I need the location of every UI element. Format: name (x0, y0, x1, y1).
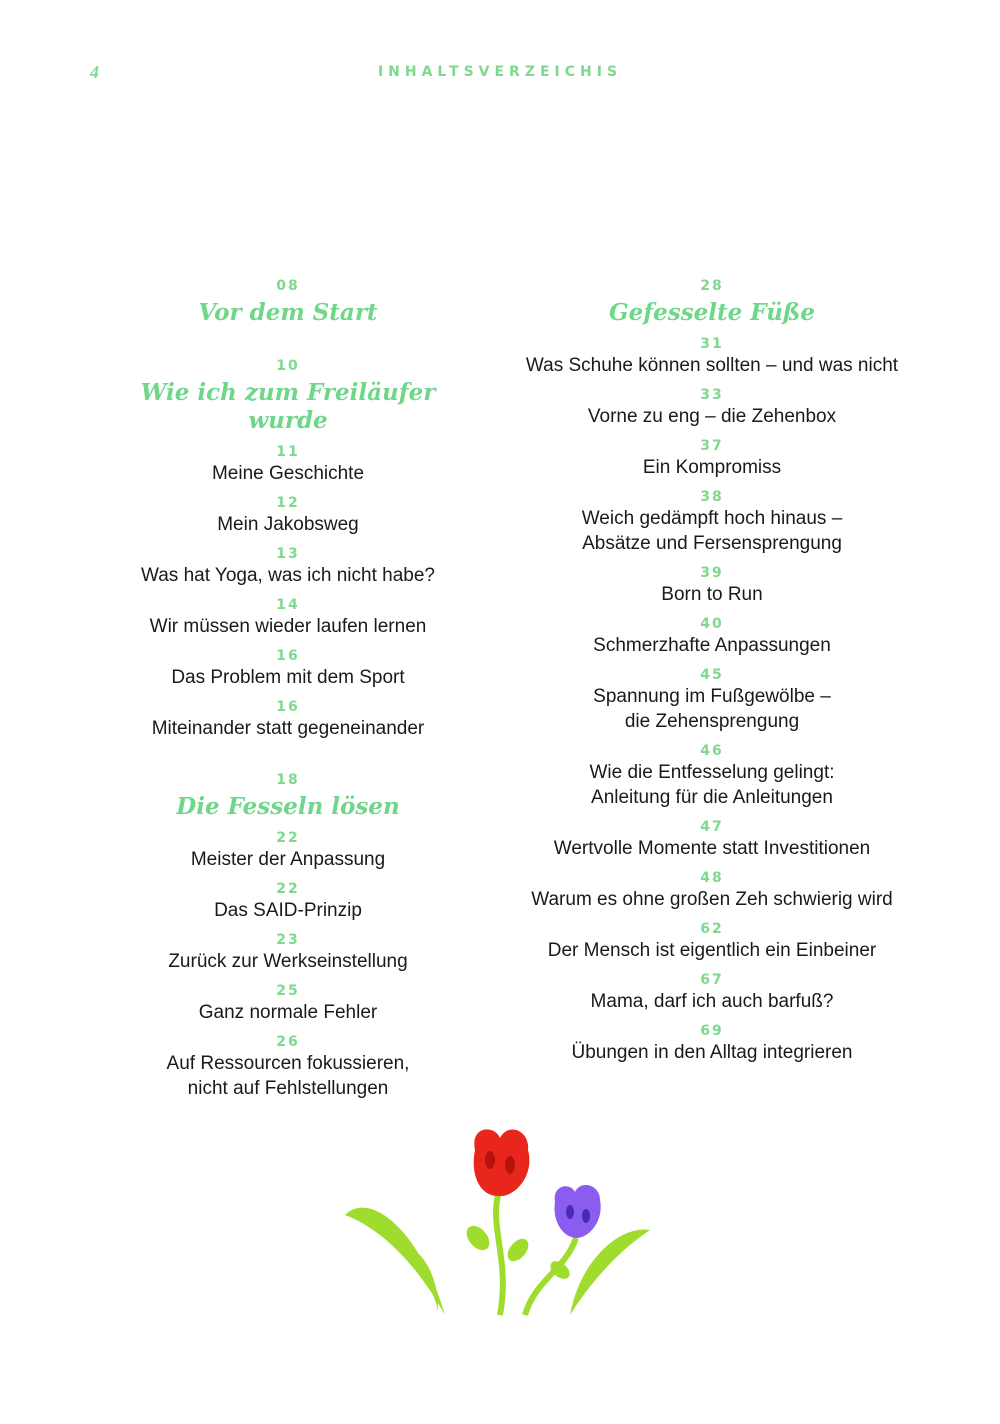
toc-entry (512, 869, 912, 912)
toc-entry (130, 698, 446, 741)
toc-page-number: 39 (700, 565, 724, 581)
toc-page-number: 26 (276, 1034, 300, 1050)
toc-chapter (130, 357, 446, 435)
toc-entry-title: Absätze und Fersensprengung (582, 533, 842, 554)
toc-entry-title: Das Problem mit dem Sport (171, 667, 405, 688)
toc-entry-title: Mein Jakobsweg (217, 514, 359, 535)
toc-page-number: 22 (276, 881, 300, 897)
toc-entry-title: Das SAID-Prinzip (214, 900, 362, 921)
toc-page-number: 12 (276, 495, 300, 511)
toc-page-number: 11 (276, 444, 300, 460)
toc-entry-title: Warum es ohne großen Zeh schwierig wird (531, 889, 893, 910)
toc-page-number: 16 (276, 648, 300, 664)
toc-entry (512, 437, 912, 480)
toc-entry-title: Anleitung für die Anleitungen (591, 787, 833, 808)
toc-entry-title: Der Mensch ist eigentlich ein Einbeiner (547, 940, 877, 961)
toc-entry-title: nicht auf Fehlstellungen (187, 1078, 389, 1099)
toc-page-number: 23 (276, 932, 300, 948)
toc-entry (512, 564, 912, 607)
toc-page-number: 69 (700, 1023, 724, 1039)
toc-entry (512, 386, 912, 429)
flowers-illustration-icon (330, 1120, 670, 1320)
toc-page-number: 22 (276, 830, 300, 846)
toc-entry (130, 982, 446, 1025)
toc-entry (130, 494, 446, 537)
toc-page-number: 16 (276, 699, 300, 715)
toc-entry-title: Born to Run (661, 584, 763, 605)
toc-entry-title: Ein Kompromiss (642, 457, 782, 478)
toc-entry-title: Zurück zur Werkseinstellung (168, 951, 408, 972)
toc-left-column (130, 277, 446, 1101)
toc-page-number: 40 (700, 616, 724, 632)
toc-entry-title: Meine Geschichte (211, 463, 365, 484)
toc-right-column (512, 277, 912, 1065)
toc-chapter (130, 277, 446, 327)
toc-chapter-title: Wie ich zum Freiläufer wurde (140, 379, 436, 434)
toc-chapter-title: Vor dem Start (198, 299, 378, 326)
toc-chapter (512, 277, 912, 327)
toc-page-number: 13 (276, 546, 300, 562)
toc-entry (512, 666, 912, 734)
toc-page-number: 33 (700, 387, 724, 403)
toc-page-number: 47 (700, 819, 724, 835)
toc-entry (512, 615, 912, 658)
toc-page-number: 18 (276, 772, 300, 788)
toc-entry-title: Schmerzhafte Anpassungen (593, 635, 831, 656)
toc-page-number: 14 (276, 597, 300, 613)
toc-entry (130, 1033, 446, 1101)
toc-entry (130, 545, 446, 588)
toc-page-number: 31 (700, 336, 724, 352)
toc-entry-title: Wie die Entfesselung gelingt: (589, 762, 835, 783)
toc-entry-title: die Zehensprengung (624, 711, 800, 732)
toc-entry (512, 488, 912, 556)
toc-entry-title: Übungen in den Alltag integrieren (571, 1042, 853, 1063)
toc-entry (130, 647, 446, 690)
toc-chapter-title: Gefesselte Füße (608, 299, 816, 326)
toc-page-number: 10 (276, 358, 300, 374)
toc-entry-title: Was hat Yoga, was ich nicht habe? (141, 565, 435, 586)
toc-page-number: 62 (700, 921, 724, 937)
toc-page-number: 46 (700, 743, 724, 759)
page-number: 4 (90, 62, 99, 82)
toc-entry-title: Meister der Anpassung (190, 849, 386, 870)
toc-entry (130, 596, 446, 639)
toc-entry (512, 1022, 912, 1065)
toc-page-number: 37 (700, 438, 724, 454)
toc-entry (130, 829, 446, 872)
toc-page-number: 67 (700, 972, 724, 988)
toc-entry (130, 931, 446, 974)
toc-entry-title: Auf Ressourcen fokussieren, (166, 1053, 410, 1074)
toc-page-number: 38 (700, 489, 724, 505)
toc-entry-title: Vorne zu eng – die Zehenbox (587, 406, 837, 427)
toc-entry-title: Mama, darf ich auch barfuß? (590, 991, 834, 1012)
toc-entry (130, 443, 446, 486)
toc-entry (512, 742, 912, 810)
toc-entry-title: Spannung im Fußgewölbe – (593, 686, 831, 707)
toc-page-number: 08 (276, 278, 300, 294)
toc-page-number: 45 (700, 667, 724, 683)
toc-entry (512, 971, 912, 1014)
toc-entry (130, 880, 446, 923)
toc-entry (512, 920, 912, 963)
running-head: INHALTSVERZEICHIS (377, 64, 623, 80)
toc-page-number: 25 (276, 983, 300, 999)
toc-entry-title: Weich gedämpft hoch hinaus – (581, 508, 843, 529)
toc-entry-title: Was Schuhe können sollten – und was nicht (525, 355, 899, 376)
toc-entry-title: Miteinander statt gegeneinander (151, 718, 425, 739)
toc-page-number: 48 (700, 870, 724, 886)
toc-entry-title: Wertvolle Momente statt Investitionen (553, 838, 871, 859)
toc-page-number: 28 (700, 278, 724, 294)
toc-entry (512, 335, 912, 378)
toc-chapter-title: Die Fesseln lösen (176, 793, 400, 820)
toc-entry-title: Ganz normale Fehler (198, 1002, 378, 1023)
toc-entry (512, 818, 912, 861)
toc-chapter (130, 771, 446, 821)
toc-entry-title: Wir müssen wieder laufen lernen (149, 616, 427, 637)
